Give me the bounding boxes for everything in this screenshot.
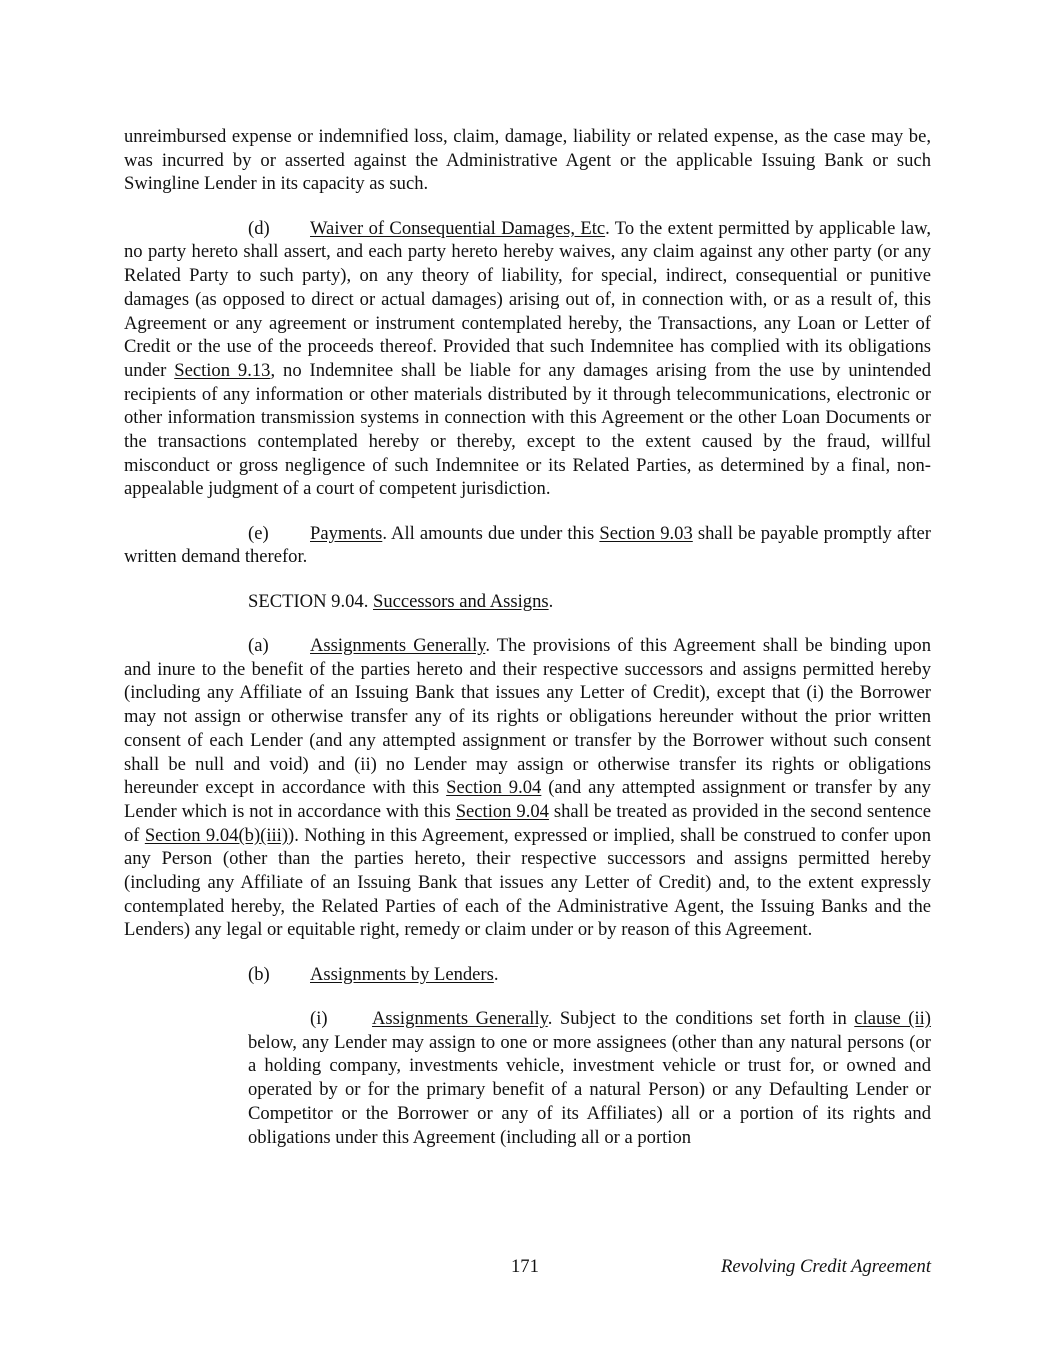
cross-reference[interactable]: Section 9.04 bbox=[455, 800, 549, 822]
clause-label: (i) bbox=[310, 1008, 328, 1030]
cross-reference[interactable]: Section 9.03 bbox=[599, 522, 693, 544]
clause-label: (d) bbox=[248, 217, 270, 239]
paragraph-b-i: (i) Assignments Generally. Subject to the conditions set forth in clause (ii) below, any Lender may assign to one or more assignees (other than any natural persons (or a holding company, investments vehicle, investment vehicle or trust for, or owned and operated by or for the primary benefit of a natural Person) or any Defaulting Lender or Competitor or the Borrower or any of its Affiliates) all or a portion of its rights and obligations under this Agreement (including all or a portion bbox=[248, 1008, 931, 1148]
clause-title: Assignments by Lenders bbox=[310, 963, 494, 985]
cross-reference[interactable]: Section 9.04 bbox=[446, 777, 542, 799]
section-title: Successors and Assigns bbox=[373, 590, 549, 612]
clause-title: Waiver of Consequential Damages, Etc bbox=[310, 217, 606, 239]
clause-title: Payments bbox=[310, 522, 383, 544]
section-number: SECTION 9.04. bbox=[248, 590, 373, 612]
paragraph-d: (d) Waiver of Consequential Damages, Etc. To the extent permitted by applicable law, no party hereto shall assert, and each party hereto hereby waives, any claim against any other party (or any Related Party to such party), on any theory of liability, for special, indirect, consequential or punitive damages (as opposed to direct or actual damages) arising out of, in connection with, or as a result of, this Agreement or any agreement or instrument contemplated hereby, the Transactions, any Loan or Letter of Credit or the use of the proceeds thereof. Provided that such Indemnitee has complied with its obligations under Section 9.13, no Indemnitee shall be liable for any damages arising from the use by unintended recipients of any information or other materials distributed by it through telecommunications, electronic or other information transmission systems in connection with this Agreement or the other Loan Documents or the transactions contemplated hereby or thereby, except to the extent caused by the fraud, willful misconduct or gross negligence of such Indemnitee or its Related Parties, as determined by a final, non-appealable judgment of a court of competent jurisdiction. bbox=[124, 217, 932, 500]
section-heading: SECTION 9.04. Successors and Assigns. bbox=[248, 590, 554, 612]
paragraph-b: (b) Assignments by Lenders. bbox=[248, 963, 499, 985]
document-page bbox=[124, 125, 931, 1149]
clause-label: (e) bbox=[248, 522, 269, 544]
clause-title: Assignments Generally bbox=[372, 1008, 548, 1030]
page-number: 171 bbox=[511, 1256, 539, 1277]
cross-reference[interactable]: Section 9.04(b)(iii) bbox=[144, 824, 289, 846]
paragraph-continuation: unreimbursed expense or indemnified loss, claim, damage, liability or related expense, as the case may be, was incurred by or asserted against the Administrative Agent or the applicable Issuing Bank or such Swingline Lender in its capacity as such. bbox=[124, 126, 931, 195]
clause-label: (b) bbox=[248, 963, 270, 985]
page-footer bbox=[124, 1256, 931, 1280]
document-title: Revolving Credit Agreement bbox=[721, 1256, 931, 1277]
paragraph-e: (e) Payments. All amounts due under this Section 9.03 shall be payable promptly after written demand therefor. bbox=[124, 522, 931, 568]
clause-label: (a) bbox=[248, 635, 269, 657]
paragraph-a: (a) Assignments Generally. The provisions of this Agreement shall be binding upon and inure to the benefit of the parties hereto and their respective successors and assigns permitted hereby (including any Affiliate of an Issuing Bank that issues any Letter of Credit), except that (i) the Borrower may not assign or otherwise transfer any of its rights or obligations hereunder without the prior written consent of each Lender (and any attempted assignment or transfer by the Borrower without such consent shall be null and void) and (ii) no Lender may assign or otherwise transfer its rights or obligations hereunder except in accordance with this Section 9.04 (and any attempted assignment or transfer by any Lender which is not in accordance with this Section 9.04 shall be treated as provided in the second sentence of Section 9.04(b)(iii)). Nothing in this Agreement, expressed or implied, shall be construed to confer upon any Person (other than the parties hereto, their respective successors and assigns permitted hereby (including any Affiliate of an Issuing Bank that issues any Letter of Credit) and, to the extent expressly contemplated hereby, the Related Parties of each of the Administrative Agent, the Issuing Banks and the Lenders) any legal or equitable right, remedy or claim under or by reason of this Agreement. bbox=[124, 635, 931, 941]
clause-title: Assignments Generally bbox=[310, 635, 486, 657]
cross-reference[interactable]: Section 9.13 bbox=[174, 359, 271, 381]
cross-reference[interactable]: clause (ii) bbox=[854, 1008, 931, 1030]
